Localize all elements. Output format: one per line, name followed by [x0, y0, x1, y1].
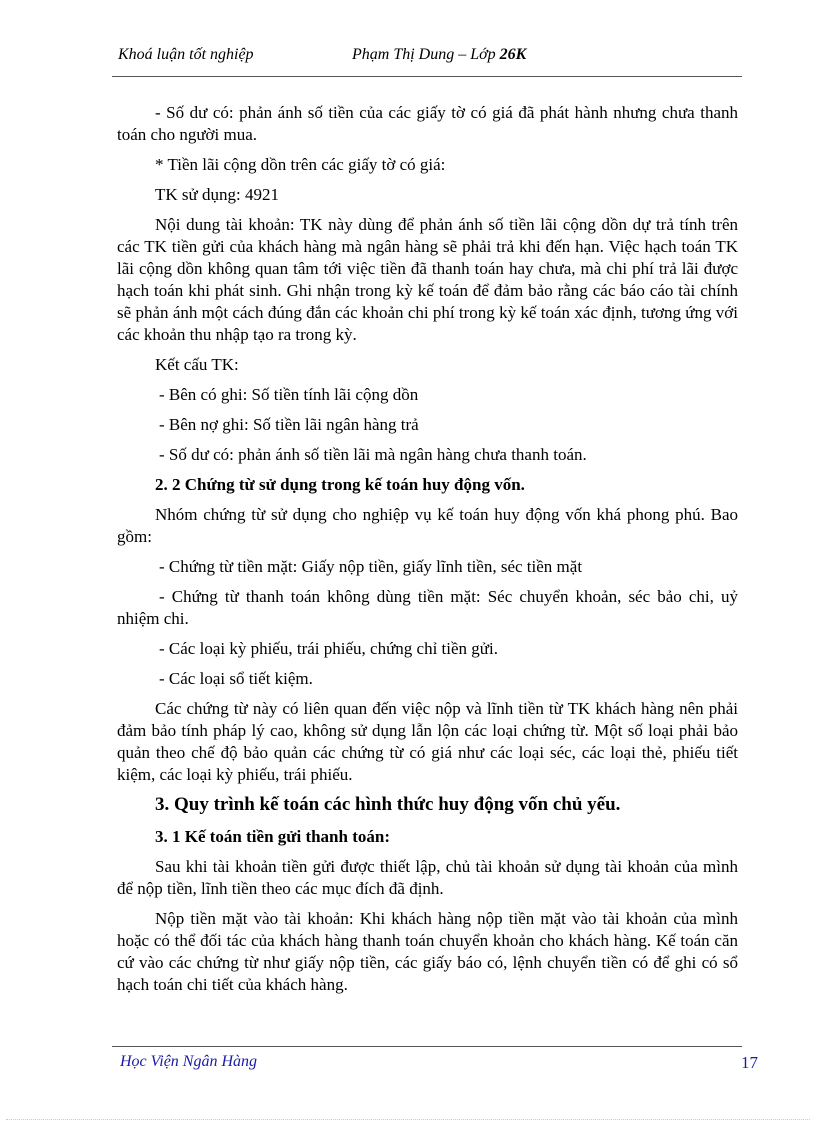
header-author: [352, 46, 526, 64]
paragraph: Nộp tiền mặt vào tài khoản: Khi khách hàng nộp tiền mặt vào tài khoản của mình hoặc có thể đối tác của khách hàng thanh toán chuyển khoản cho khách hàng. Kế toán căn cứ vào các chứng từ như giấy nộp tiền, các giấy báo có, lệnh chuyển tiền có để ghi có sổ hạch toán chi tiết của khách hàng.: [117, 909, 738, 994]
section-heading: 3. 1 Kế toán tiền gửi thanh toán:: [155, 827, 390, 846]
list-item: - Các loại sổ tiết kiệm.: [159, 669, 313, 688]
paragraph: Sau khi tài khoản tiền gửi được thiết lập, chủ tài khoản sử dụng tài khoản của mình để nộp tiền, lĩnh tiền theo các mục đích đã định.: [117, 857, 738, 898]
paragraph: Nội dung tài khoản: TK này dùng để phản ánh số tiền lãi cộng dồn dự trả tính trên các TK tiền gửi của khách hàng mà ngân hàng sẽ phải trả khi đến hạn. Việc hạch toán TK lãi cộng dồn không quan tâm tới việc tiền đã thanh toán hay chưa, mà chi phí trả lãi được hạch toán khi phát sinh. Ghi nhận trong kỳ kế toán để đảm bảo rằng các báo cáo tài chính sẽ phản ánh một cách đúng đắn các khoản chi phí trong kỳ kế toán xác định, tương ứng với các khoản thu nhập tạo ra trong kỳ.: [117, 215, 738, 344]
paragraph: Các chứng từ này có liên quan đến việc nộp và lĩnh tiền từ TK khách hàng nên phải đảm bảo tính pháp lý cao, không sử dụng lẫn lộn các loại chứng từ. Một số loại phải bảo quản theo chế độ bảo quản các chứng từ có giá như các loại séc, các loại thẻ, phiếu tiết kiệm, các loại kỳ phiếu, trái phiếu.: [117, 699, 738, 784]
list-item: - Chứng từ thanh toán không dùng tiền mặt: Séc chuyển khoản, séc bảo chi, uỷ nhiệm chi.: [117, 587, 738, 628]
list-item: - Bên có ghi: Số tiền tính lãi cộng dồn: [159, 385, 419, 404]
footer-divider: [112, 1046, 742, 1047]
header-class: 26K: [499, 46, 527, 63]
list-item: - Các loại kỳ phiếu, trái phiếu, chứng chỉ tiền gửi.: [159, 639, 498, 658]
page-number: 17: [741, 1053, 758, 1072]
list-item: - Số dư có: phản ánh số tiền lãi mà ngân hàng chưa thanh toán.: [159, 445, 587, 464]
header-author-name: Phạm Thị Dung – Lớp: [352, 46, 500, 63]
paragraph: Kết cấu TK:: [155, 355, 239, 374]
paragraph: Nhóm chứng từ sử dụng cho nghiệp vụ kế toán huy động vốn khá phong phú. Bao gồm:: [117, 505, 738, 546]
paragraph: TK sử dụng: 4921: [155, 185, 279, 204]
paragraph: - Số dư có: phản ánh số tiền của các giấy tờ có giá đã phát hành nhưng chưa thanh toán cho người mua.: [117, 103, 738, 144]
section-heading: 2. 2 Chứng từ sử dụng trong kế toán huy động vốn.: [155, 475, 525, 494]
document-body: [117, 102, 738, 1004]
header-divider: [112, 76, 742, 77]
paragraph: * Tiền lãi cộng dồn trên các giấy tờ có giá:: [155, 155, 446, 174]
page-header: [118, 46, 738, 70]
page-footer: [120, 1053, 760, 1079]
chapter-heading: 3. Quy trình kế toán các hình thức huy động vốn chủ yếu.: [155, 794, 621, 815]
list-item: - Chứng từ tiền mặt: Giấy nộp tiền, giấy lĩnh tiền, séc tiền mặt: [159, 557, 583, 576]
footer-school-name: Học Viện Ngân Hàng: [120, 1053, 258, 1070]
list-item: - Bên nợ ghi: Số tiền lãi ngân hàng trả: [159, 415, 419, 434]
header-thesis-title: Khoá luận tốt nghiệp: [118, 46, 254, 63]
